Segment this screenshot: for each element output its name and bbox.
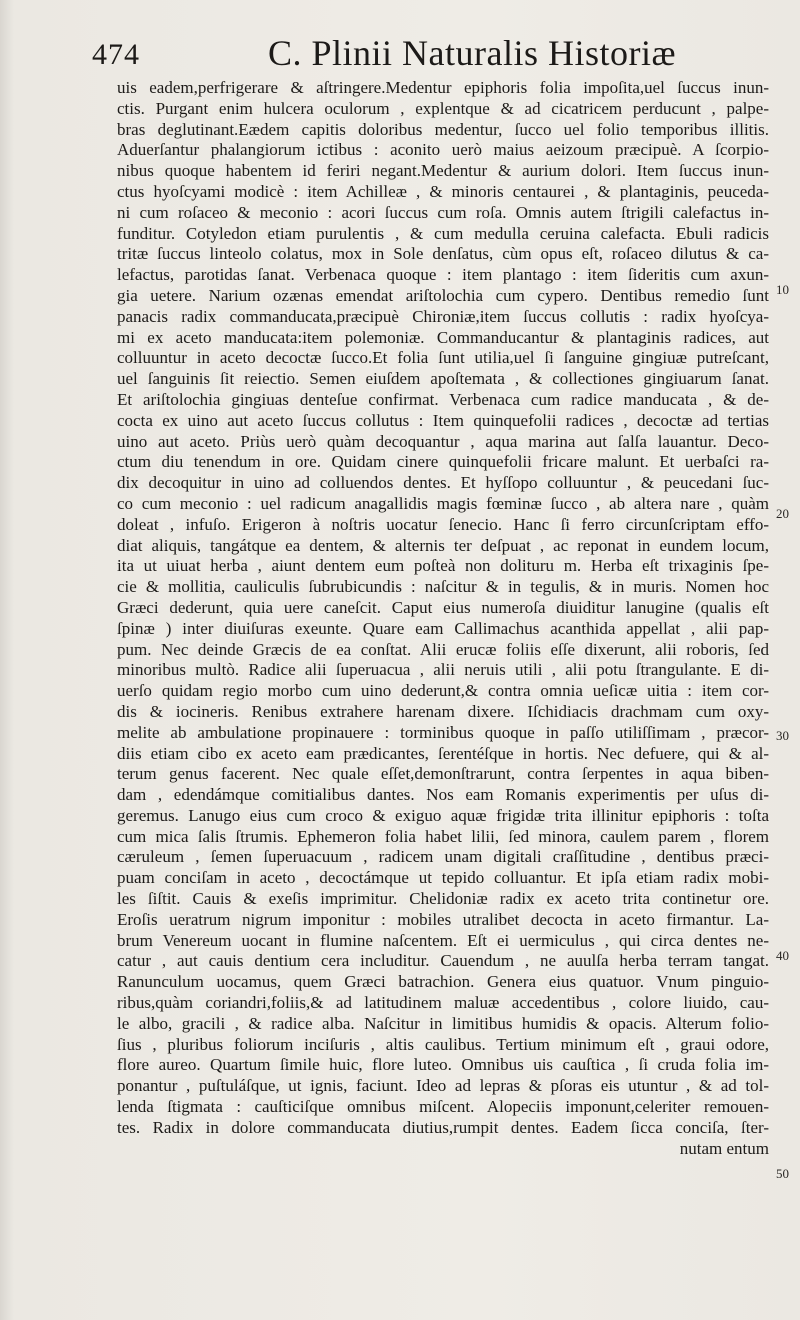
text-line: dix decoquitur in uino ad colluendos dentes. Et hyſſopo colluuntur , & peucedani ſuc- [117, 473, 769, 493]
text-line: uel ſanguinis ſit reiectio. Semen eiuſdem apoſtemata , & collectiones gingiuarum ſanat. [117, 369, 769, 389]
text-line: ſius , pluribus foliorum inciſuris , altis caulibus. Tertium minimum eſt , graui odore, [117, 1034, 769, 1054]
text-line: lefactus, parotidas ſanat. Verbenaca quoque : item plantago : item ſideritis cum axun- [117, 265, 769, 285]
text-line: tritæ ſuccus linteolo colatus, mox in Sole denſatus, cùm opus eſt, roſaceo dilutus & ca- [117, 244, 769, 264]
body-text [117, 78, 769, 1159]
margin-line-numbers [776, 0, 800, 1320]
text-line: co cum meconio : uel radicum anagallidis magis fœminæ ſucco , ab altera nare , quàm [117, 493, 769, 513]
text-line: dam , edendámque comitialibus dantes. Nos eam Romanis experimentis per uſus di- [117, 785, 769, 805]
text-line: ita ut uiuat herba , aiunt dentem eum poſteà non dolituru m. Herba eſt trixaginis ſpe- [117, 556, 769, 576]
text-line: pum. Nec deinde Græcis de ea conſtat. Alii erucæ foliis eſſe dixerunt, alii roboris, ſed [117, 639, 769, 659]
text-line: ctum diu tenendum in ore. Quidam cinere quinquefolii fricare malunt. Et uerbaſci ra- [117, 452, 769, 472]
text-line: geremus. Lanugo eius cum croco & exiguo aquæ frigidæ trita illinitur epiphoris : toſta [117, 805, 769, 825]
text-line: ctus hyoſcyami modicè : item Achilleæ , & minoris centaurei , & plantaginis, peuceda- [117, 181, 769, 201]
text-line: Et ariſtolochia gingiuas denteſue confirmat. Verbenaca cum radice manducata , & de- [117, 389, 769, 409]
text-line: cum mica ſalis ſtrumis. Ephemeron folia habet lilii, ſed minora, caulem parem , florem [117, 826, 769, 846]
text-line: uino aut aceto. Priùs uerò quàm decoquantur , aqua marina aut ſalſa lauantur. Deco- [117, 431, 769, 451]
text-line: mi ex aceto manducata:item polemoniæ. Commanducantur & plantaginis radices, aut [117, 327, 769, 347]
text-line: terum genus facerent. Nec quale eſſet,demonſtrarunt, contra ſerpentes in aqua biben- [117, 764, 769, 784]
text-line: Ranunculum uocamus, quem Græci batrachion. Genera eius quatuor. Vnum pinguio- [117, 972, 769, 992]
text-line: nutam entum [679, 1138, 769, 1158]
margin-number: 20 [776, 506, 789, 521]
text-line: colluuntur in aceto decoctæ ſucco.Et folia ſunt utilia,uel ſi ſanguine gingiuæ putreſcant, [117, 348, 769, 368]
text-line: ribus,quàm coriandri,foliis,& ad latitudinem maluæ accedentibus , colore liuido, cau- [117, 993, 769, 1013]
text-line: Græci dederunt, quia uere caneſcit. Caput eius numeroſa diuiditur lanugine (qualis eſt [117, 597, 769, 617]
margin-number: 40 [776, 948, 789, 963]
text-line: tes. Radix in dolore commanducata diutius,rumpit dentes. Eadem ſicca conciſa, ſter- [117, 1117, 769, 1137]
text-line: funditur. Cotyledon etiam purulentis , & cum medulla ceruina calefacta. Ebuli radicis [117, 223, 769, 243]
text-line: diis etiam cibo ex aceto eam prædicantes, ſerentéſque in hortis. Nec defuere, qui & al- [117, 743, 769, 763]
text-line: les ſiſtit. Cauis & exeſis imprimitur. Chelidoniæ radix ex aceto trita continetur ore. [117, 889, 769, 909]
text-line: ponantur , puſtuláſque, ut ignis, faciunt. Ideo ad lepras & pſoras eis utuntur , & ad tol- [117, 1076, 769, 1096]
text-line: Aduerſantur phalangiorum ictibus : aconito uerò maius aeizoum præcipuè. A ſcorpio- [117, 140, 769, 160]
text-line: cæruleum , ſemen ſuperuacuum , radicem unam digitali craſſitudine , dentibus præci- [117, 847, 769, 867]
text-line: le albo, gracili , & radice alba. Naſcitur in limitibus humidis & opacis. Alterum folio- [117, 1013, 769, 1033]
text-line: panacis radix commanducata,præcipuè Chironiæ,item ſuccus collutis : radix hyoſcya- [117, 306, 769, 326]
page-header [92, 32, 772, 74]
text-line: brum Venereum uocant in flumine naſcentem. Eſt ei uermiculus , qui circa dentes ne- [117, 930, 769, 950]
text-line: diat aliquis, tangátque ea dentem, & alternis ter deſpuat , ac reponat in eundem locum, [117, 535, 769, 555]
text-line: melite ab ambulatione propinauere : torminibus quoque in paſſo utiliſſimam , præcor- [117, 722, 769, 742]
text-line: catur , aut cauis dentium cera includitur. Cauendum , ne auulſa herba terram tangat. [117, 951, 769, 971]
text-line: cie & mollitia, cauliculis ſubrubicundis : naſcitur & in tegulis, & in muris. Nomen hoc [117, 577, 769, 597]
text-line: dis & iocineris. Renibus extrahere harenam dixere. Iſchidiacis drachmam cum oxy- [117, 701, 769, 721]
text-line: puam conciſam in aceto , decoctámque ut tepido colluantur. Et ipſa etiam radix mobi- [117, 868, 769, 888]
text-line: doleat , infuſo. Erigeron à noſtris uocatur ſenecio. Hanc ſi ferro circunſcriptam effo- [117, 514, 769, 534]
text-line: uis eadem,perfrigerare & aſtringere.Medentur epiphoris folia impoſita,uel ſuccus inun- [117, 78, 769, 97]
text-line: cocta ex uino aut aceto ſuccus collutus : Item quinquefolii radices , decoctæ ad tertias [117, 410, 769, 430]
page-number: 474 [92, 38, 140, 71]
text-line: bras deglutinant.Eædem capitis doloribus medentur, ſucco uel folio temporibus illitis. [117, 119, 769, 139]
text-line: uerſo quidam regio morbo cum uino dederunt,& contra omnia ueſicæ uitia : item cor- [117, 681, 769, 701]
margin-number: 50 [776, 1166, 789, 1181]
text-line: ſpinæ ) inter diuiſuras exeunte. Quare eam Callimachus acanthida appellat , alii pap- [117, 618, 769, 638]
text-line: gia uetere. Narium ozænas emendat ariſtolochia cum cypero. Dentibus remedio ſunt [117, 285, 769, 305]
text-line: lenda ſtigmata : cauſticiſque omnibus miſcent. Alopeciis imponunt,celeriter remouen- [117, 1097, 769, 1117]
text-line: ctis. Purgant enim hulcera oculorum , explentque & ad cicatricem perducunt , palpe- [117, 98, 769, 118]
text-line: minoribus multò. Radice alii ſuperuacua , alii neruis utili , alii potu ſtrangulante. E di- [117, 660, 769, 680]
running-title: C. Plinii Naturalis Historiæ [268, 33, 677, 73]
text-line: Eroſis ueratrum nigrum imponitur : mobiles utralibet decocta in aceto firmantur. La- [117, 909, 769, 929]
margin-number: 30 [776, 728, 789, 743]
text-line: ni cum roſaceo & meconio : acori ſuccus cum roſa. Omnis autem ſtrigili calefactus in- [117, 202, 769, 222]
text-line: nibus quoque habentem id feriri negant.Medentur & aurium dolori. Item ſuccus inun- [117, 161, 769, 181]
text-line: flore aureo. Quartum ſimile huic, flore luteo. Omnibus uis cauſtica , ſi cruda folia im- [117, 1055, 769, 1075]
margin-number: 10 [776, 282, 789, 297]
